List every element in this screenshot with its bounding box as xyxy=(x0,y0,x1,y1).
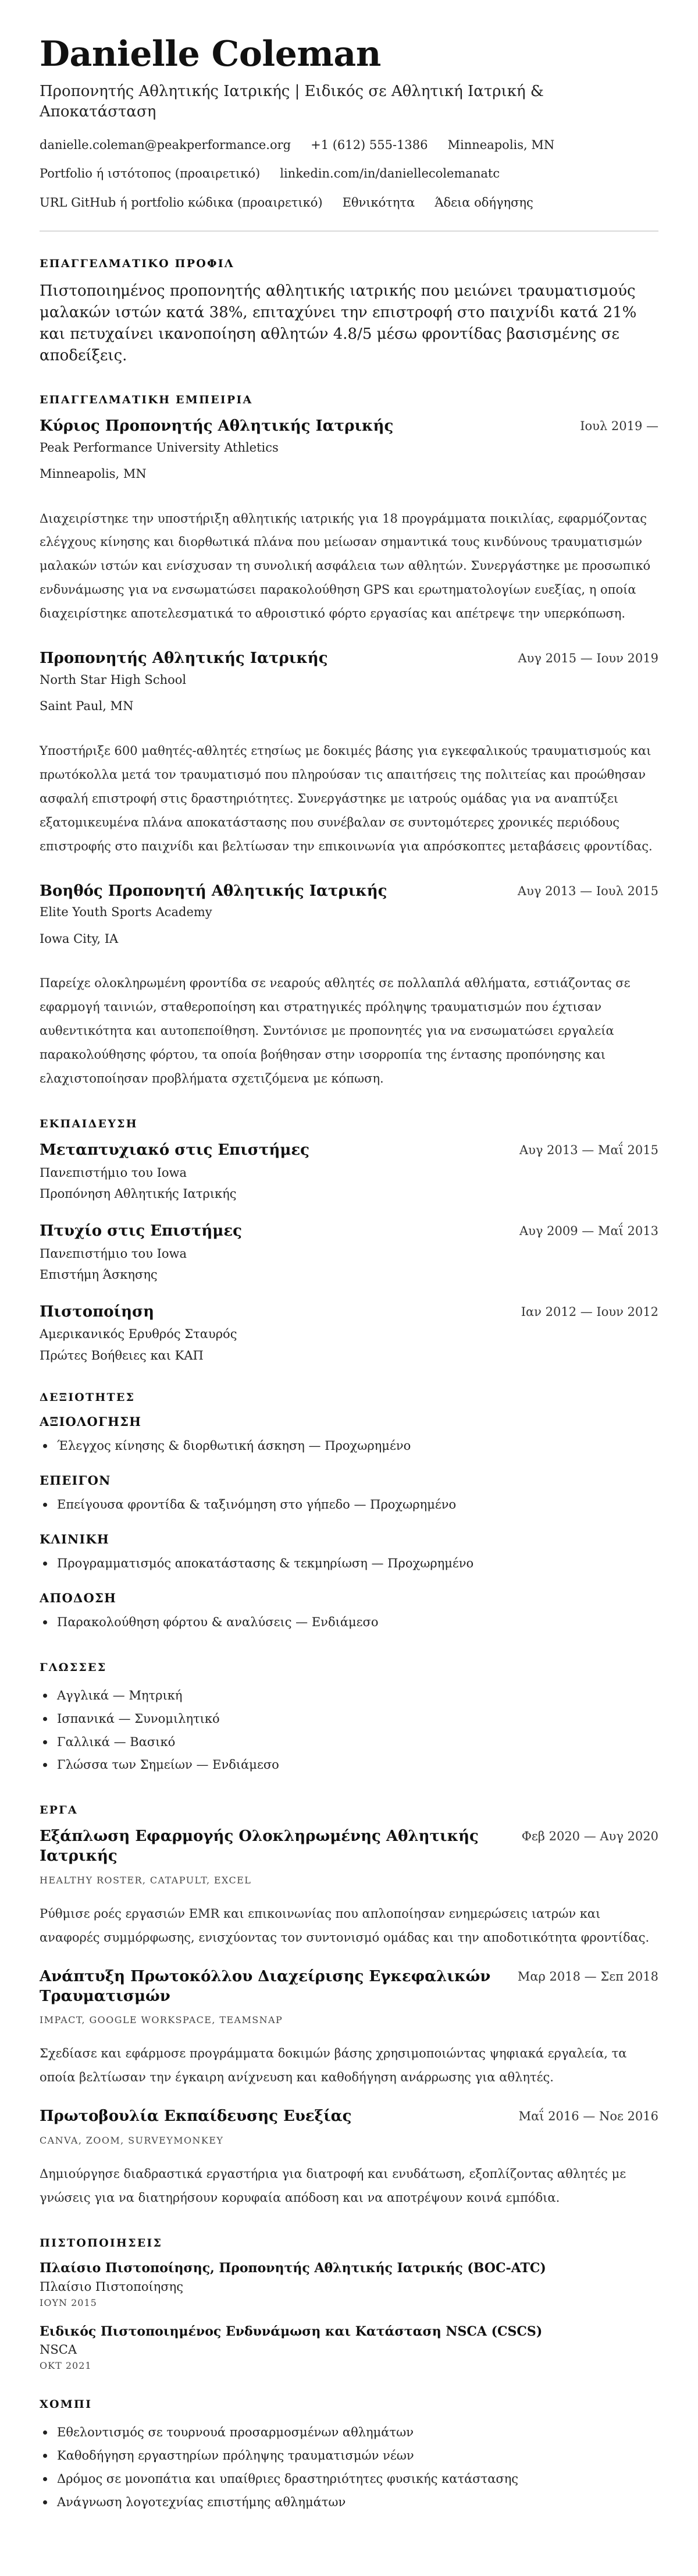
degree-date: Αυγ 2013 — Μαΐ 2015 xyxy=(519,1143,658,1158)
project-title: Ανάπτυξη Πρωτοκόλλου Διαχείρισης Εγκεφαλικών Τραυματισμών xyxy=(40,1967,491,2005)
skill-group xyxy=(40,1532,658,1576)
hobby-item: Δρόμος σε μονοπάτια και υπαίθριες δραστηριότητες φυσικής κατάστασης xyxy=(40,2468,658,2491)
skills-section xyxy=(40,1391,658,1634)
degree-school: Πανεπιστήμιο του Iowa xyxy=(40,1165,187,1180)
certification-entry xyxy=(40,2323,658,2372)
certification-entry xyxy=(40,2260,658,2308)
job-description: Διαχειρίστηκε την υποστήριξη αθλητικής ιατρικής για 18 προγράμματα ποικιλίας, εφαρμόζοντας ελέγχους κίνησης και διορθωτικά πλάνα που μείωσαν σημαντικά τους κινδύνους τραυματισμών μαλακών ιστών και ενίσχυσαν τη συνολική ασφάλεια των αθλητών. Συνεργάστηκε με προσωπικό ενδυνάμωσης για να ενσωματώσει παρακολούθηση GPS και ερωτηματολογίων ευεξίας, η οποία διαχειρίστηκε αποτελεσματικά το αθροιστικό φόρτο εργασίας και απέτρεψε την υπερκόπωση. xyxy=(40,511,651,621)
project-entry xyxy=(40,1967,658,2089)
job-org: North Star High School xyxy=(40,672,187,687)
hobby-item: Εθελοντισμός σε τουρνουά προσαρμοσμένων αθλημάτων xyxy=(40,2421,658,2444)
job-org: Elite Youth Sports Academy xyxy=(40,905,212,920)
degree-school: Αμερικανικός Ερυθρός Σταυρός xyxy=(40,1327,237,1342)
skill-item: Έλεγχος κίνησης & διορθωτική άσκηση — Προχωρημένο xyxy=(40,1435,658,1458)
language-item: Γαλλικά — Βασικό xyxy=(40,1731,658,1754)
skill-category: ΑΞΙΟΛΟΓΗΣΗ xyxy=(40,1414,142,1429)
job-title: Κύριος Προπονητής Αθλητικής Ιατρικής xyxy=(40,417,394,435)
project-date: Μαρ 2018 — Σεπ 2018 xyxy=(517,1969,658,1984)
project-entry xyxy=(40,2107,658,2210)
certifications-section xyxy=(40,2237,658,2371)
project-description: Δημιούργησε διαδραστικά εργαστήρια για διατροφή και ενυδάτωση, εξοπλίζοντας αθλητές με γνώσεις για να διατηρήσουν κορυφαία απόδοση και να αποτρέψουν κοινά εμπόδια. xyxy=(40,2167,626,2205)
experience-entry xyxy=(40,417,658,626)
degree-field: Προπόνηση Αθλητικής Ιατρικής xyxy=(40,1187,237,1201)
degree-title: Πιστοποίηση xyxy=(40,1303,155,1321)
project-description: Σχεδίασε και εφάρμοσε προγράμματα δοκιμών βάσης χρησιμοποιώντας ψηφιακά εργαλεία, τα οποία βελτίωσαν την έγκαιρη ανίχνευση και καθοδήγηση ανάρρωσης για αθλητές. xyxy=(40,2046,627,2085)
section-title-education: ΕΚΠΑΙΔΕΥΣΗ xyxy=(40,1117,138,1131)
job-description: Υποστήριξε 600 μαθητές-αθλητές ετησίως με δοκιμές βάσης για εγκεφαλικούς τραυματισμούς και πρωτόκολλα μετά τον τραυματισμό που πληρούσαν τις απαιτήσεις της πολιτείας και προώθησαν ασφαλή επιστροφή στις δραστηριότητες. Συνεργάστηκε με ιατρούς ομάδας για να αναπτύξει εξατομικευμένα πλάνα αποκατάστασης που συνέβαλαν σε συντομότερες χρονικές περιόδους επιστροφής στο παιχνίδι και βελτίωσαν την επικοινωνία για απρόσκοπτες μεταβάσεις φροντίδας. xyxy=(40,743,653,853)
degree-title: Μεταπτυχιακό στις Επιστήμες xyxy=(40,1141,310,1159)
project-title: Πρωτοβουλία Εκπαίδευσης Ευεξίας xyxy=(40,2107,352,2126)
skill-category: ΚΛΙΝΙΚΗ xyxy=(40,1531,109,1546)
skill-item: Προγραμματισμός αποκατάστασης & τεκμηρίωση — Προχωρημένο xyxy=(40,1552,658,1576)
section-title-experience: ΕΠΑΓΓΕΛΜΑΤΙΚΗ ΕΜΠΕΙΡΙΑ xyxy=(40,393,253,406)
projects-section xyxy=(40,1804,658,2210)
summary-section xyxy=(40,257,658,367)
section-title-certifications: ΠΙΣΤΟΠΟΙΗΣΕΙΣ xyxy=(40,2236,163,2249)
candidate-name: Danielle Coleman xyxy=(40,34,381,74)
contact-linkedin[interactable]: linkedin.com/in/daniellecolemanatc xyxy=(280,166,500,181)
skill-category: ΕΠΕΙΓΟΝ xyxy=(40,1473,111,1488)
education-entry xyxy=(40,1222,658,1284)
job-description: Παρείχε ολοκληρωμένη φροντίδα σε νεαρούς αθλητές σε πολλαπλά αθλήματα, εστιάζοντας σε εφαρμογή ταινιών, σταθεροποίηση και στρατηγικές πρόληψης τραυματισμών που έχτισαν αυθεντικότητα και αυτοπεποίθηση. Συντόνισε με προπονητές για να ενσωματώσει εργαλεία παρακολούθησης φόρτου, τα οποία βοήθησαν στην ισορροπία της έντασης προπόνησης και ελαχιστοποίησαν προβλήματα σχετιζόμενα με κόπωση. xyxy=(40,976,631,1086)
job-date: Αυγ 2013 — Ιουλ 2015 xyxy=(517,883,658,898)
certification-title: Πλαίσιο Πιστοποίησης, Προπονητής Αθλητικής Ιατρικής (BOC-ATC) xyxy=(40,2260,546,2276)
project-tags: CANVA, ZOOM, SURVEYMONKEY xyxy=(40,2135,224,2146)
skill-item: Παρακολούθηση φόρτου & αναλύσεις — Ενδιάμεσο xyxy=(40,1611,658,1634)
contact-github[interactable]: URL GitHub ή portfolio κώδικα (προαιρετικό) xyxy=(40,195,323,210)
degree-title: Πτυχίο στις Επιστήμες xyxy=(40,1222,242,1240)
project-tags: HEALTHY ROSTER, CATAPULT, EXCEL xyxy=(40,1874,252,1886)
job-location: Iowa City, IA xyxy=(40,931,119,946)
project-title: Εξάπλωση Εφαρμογής Ολοκληρωμένης Αθλητικής Ιατρικής xyxy=(40,1828,479,1865)
experience-entry xyxy=(40,649,658,858)
language-item: Γλώσσα των Σημείων — Ενδιάμεσο xyxy=(40,1754,658,1777)
project-entry xyxy=(40,1827,658,1949)
section-title-summary: ΕΠΑΓΓΕΛΜΑΤΙΚΟ ΠΡΟΦΙΛ xyxy=(40,257,234,271)
certification-issuer: NSCA xyxy=(40,2343,77,2357)
summary-text: Πιστοποιημένος προπονητής αθλητικής ιατρικής που μειώνει τραυματισμούς μαλακών ιστών κατά 38%, επιταχύνει την επιστροφή στο παιχνίδι κατά 21% και πετυχαίνει ικανοποίηση αθλητών 4.8/5 μέσω φροντίδας βασισμένης σε αποδείξεις. xyxy=(40,282,637,364)
certification-title: Ειδικός Πιστοποιημένος Ενδυνάμωση και Κατάσταση NSCA (CSCS) xyxy=(40,2323,543,2339)
languages-section xyxy=(40,1661,658,1777)
education-entry xyxy=(40,1141,658,1203)
hobbies-section xyxy=(40,2398,658,2514)
section-title-skills: ΔΕΞΙΟΤΗΤΕΣ xyxy=(40,1391,136,1404)
degree-date: Αυγ 2009 — Μαΐ 2013 xyxy=(519,1223,658,1238)
certification-date: ΟΚΤ 2021 xyxy=(40,2360,92,2372)
skill-group xyxy=(40,1414,658,1458)
hobby-item: Καθοδήγηση εργαστηρίων πρόληψης τραυματισμών νέων xyxy=(40,2444,658,2468)
job-location: Saint Paul, MN xyxy=(40,699,134,714)
education-section xyxy=(40,1117,658,1364)
contact-location: Minneapolis, MN xyxy=(447,138,555,152)
section-title-hobbies: ΧΟΜΠΙ xyxy=(40,2398,92,2411)
education-entry xyxy=(40,1303,658,1365)
job-org: Peak Performance University Athletics xyxy=(40,440,279,455)
hobby-item: Ανάγνωση λογοτεχνίας επιστήμης αθλημάτων xyxy=(40,2491,658,2514)
job-title: Προπονητής Αθλητικής Ιατρικής xyxy=(40,650,328,668)
language-item: Ισπανικά — Συνομιλητικό xyxy=(40,1708,658,1731)
degree-field: Επιστήμη Άσκησης xyxy=(40,1268,158,1282)
degree-field: Πρώτες Βοήθειες και ΚΑΠ xyxy=(40,1348,204,1362)
language-item: Αγγλικά — Μητρική xyxy=(40,1684,658,1708)
skill-item: Επείγουσα φροντίδα & ταξινόμηση στο γήπεδο — Προχωρημένο xyxy=(40,1493,658,1517)
experience-entry xyxy=(40,882,658,1091)
section-title-projects: ΕΡΓΑ xyxy=(40,1804,78,1817)
project-description: Ρύθμισε ροές εργασιών EMR και επικοινωνίας που απλοποίησαν ενημερώσεις ιατρών και αναφορές συμμόρφωσης, ενισχύοντας τον συντονισμό ομάδας και την αποδοτικότητα φροντίδας. xyxy=(40,1906,650,1945)
header-divider xyxy=(40,230,658,232)
project-date: Φεβ 2020 — Αυγ 2020 xyxy=(521,1829,658,1844)
job-location: Minneapolis, MN xyxy=(40,467,147,481)
job-date: Αυγ 2015 — Ιουν 2019 xyxy=(518,651,658,666)
degree-school: Πανεπιστήμιο του Iowa xyxy=(40,1246,187,1261)
degree-date: Ιαν 2012 — Ιουν 2012 xyxy=(521,1304,658,1319)
skill-group xyxy=(40,1473,658,1517)
contact-license: Άδεια οδήγησης xyxy=(435,195,533,210)
certification-date: ΙΟΥΝ 2015 xyxy=(40,2297,97,2308)
contact-email[interactable]: danielle.coleman@peakperformance.org xyxy=(40,138,291,152)
skill-group xyxy=(40,1591,658,1634)
contact-ethnicity: Εθνικότητα xyxy=(342,195,415,210)
resume-header xyxy=(40,35,658,211)
contact-phone[interactable]: +1 (612) 555-1386 xyxy=(311,138,428,152)
job-date: Ιουλ 2019 — xyxy=(580,418,658,433)
experience-section xyxy=(40,393,658,1091)
candidate-headline: Προπονητής Αθλητικής Ιατρικής | Ειδικός σε Αθλητική Ιατρική & Αποκατάσταση xyxy=(40,83,544,121)
section-title-languages: ΓΛΩΣΣΕΣ xyxy=(40,1660,107,1674)
project-tags: IMPACT, GOOGLE WORKSPACE, TEAMSNAP xyxy=(40,2014,283,2026)
skill-category: ΑΠΟΔΟΣΗ xyxy=(40,1590,117,1605)
contact-row-primary xyxy=(40,137,658,153)
certification-issuer: Πλαίσιο Πιστοποίησης xyxy=(40,2279,184,2294)
project-date: Μαΐ 2016 — Νοε 2016 xyxy=(518,2109,658,2124)
contact-portfolio[interactable]: Portfolio ή ιστότοπος (προαιρετικό) xyxy=(40,166,261,181)
contact-row-links xyxy=(40,166,658,182)
contact-row-extra xyxy=(40,195,658,211)
job-title: Βοηθός Προπονητή Αθλητικής Ιατρικής xyxy=(40,882,387,900)
